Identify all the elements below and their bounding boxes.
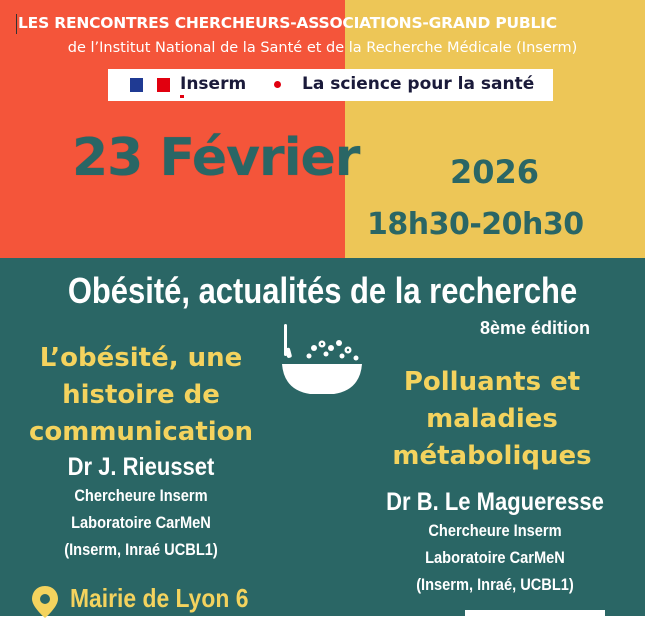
talk-2-speaker-name: Dr B. Le Magueresse: [386, 488, 604, 516]
talk-1-affiliation-line: Laboratoire CarMeN: [71, 513, 211, 532]
talk-1-topic-line: L’obésité, une: [39, 343, 243, 373]
separator-dot-icon: [274, 81, 281, 88]
talk-1-affiliation-line: Chercheure Inserm: [74, 486, 208, 505]
talk-1-topic: [10, 340, 272, 451]
talk-2-topic-line: métaboliques: [392, 441, 592, 471]
talk-2-affiliation-line: Chercheure Inserm: [428, 521, 562, 540]
white-footer-box: [465, 610, 605, 618]
talk-1-affiliation-line: (Inserm, Inraé UCBL1): [64, 540, 218, 559]
event-title: Obésité, actualités de la recherche: [67, 270, 578, 311]
talk-2-speaker-block: [355, 487, 635, 598]
flag-red-stripe: [157, 78, 170, 92]
talk-2-topic-line: maladies: [426, 404, 558, 434]
flag-blue-stripe: [130, 78, 143, 92]
talk-1-topic-line: communication: [28, 417, 254, 447]
event-location: Mairie de Lyon 6: [70, 583, 249, 613]
talk-2-affiliation-line: Laboratoire CarMeN: [425, 548, 565, 567]
inserm-logo-accent: [180, 95, 184, 98]
talk-2-topic: [362, 364, 622, 475]
event-date: 23 Février: [72, 128, 360, 188]
header-line-1: LES RENCONTRES CHERCHEURS-ASSOCIATIONS-GRAND PUBLIC: [18, 14, 557, 32]
inserm-banner: [108, 69, 553, 101]
food-bowl-icon: [276, 318, 366, 408]
inserm-tagline: La science pour la santé: [302, 74, 535, 94]
talk-2-topic-line: Polluants et: [403, 367, 581, 397]
flag-white-stripe: [143, 78, 156, 92]
talk-1-topic-line: histoire de: [62, 380, 220, 410]
french-flag-icon: [130, 78, 170, 92]
talk-1-speaker-block: [10, 452, 272, 563]
text-cursor: [16, 14, 17, 34]
event-year: 2026: [450, 153, 540, 191]
map-pin-icon: [30, 585, 60, 619]
talk-2-affiliation-line: (Inserm, Inraé, UCBL1): [416, 575, 574, 594]
header-line-2: de l’Institut National de la Santé et de la Recherche Médicale (Inserm): [67, 40, 578, 56]
event-edition: 8ème édition: [479, 318, 591, 338]
event-time: 18h30-20h30: [367, 207, 584, 242]
talk-1-speaker-name: Dr J. Rieusset: [67, 453, 215, 481]
inserm-logo-text: Inserm: [180, 74, 247, 94]
